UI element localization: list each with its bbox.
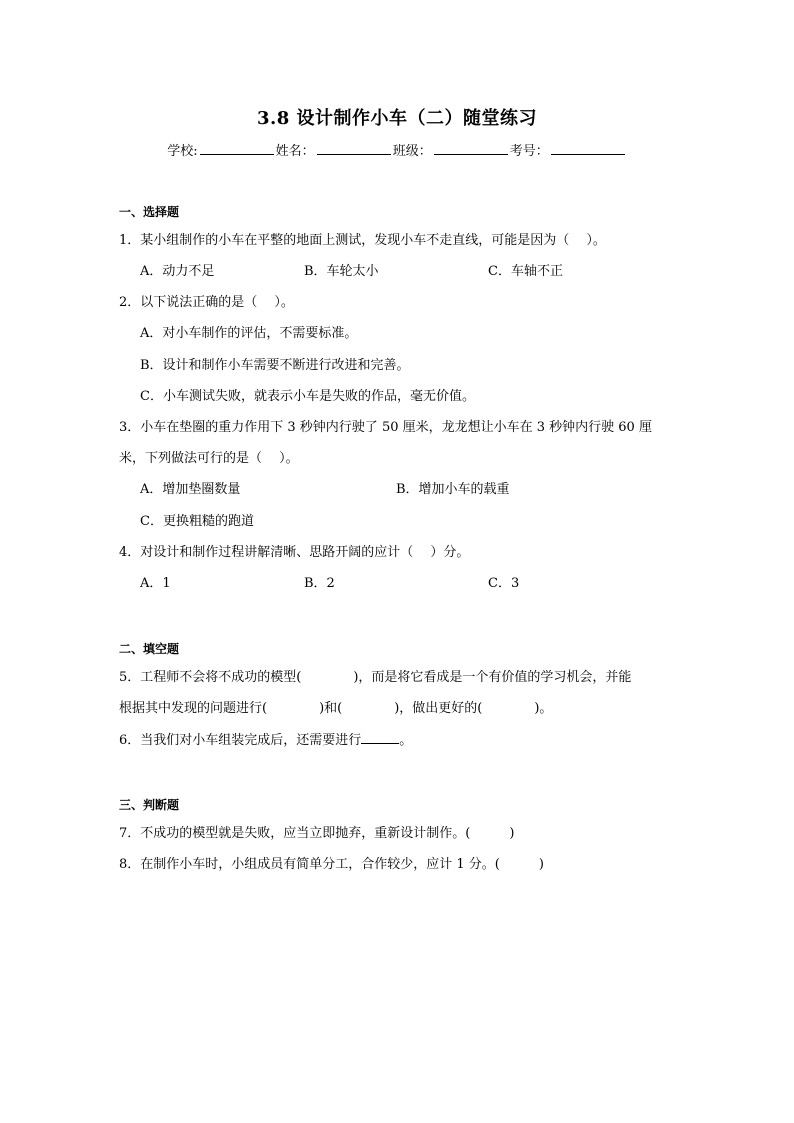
page-title: 3.8 设计制作小车（二）随堂练习 — [256, 108, 538, 129]
question-6 — [119, 729, 412, 748]
question-2-option-a[interactable]: A．对小车制作的评估，不需要标准。 — [140, 326, 358, 341]
question-1-option-b[interactable]: B．车轮太小 — [304, 264, 379, 279]
question-3-option-a[interactable]: A．增加垫圈数量 — [140, 482, 241, 497]
question-6-stem: 6．当我们对小车组装完成后，还需要进行 — [119, 733, 362, 748]
question-1-option-a[interactable]: A．动力不足 — [140, 264, 215, 279]
school-label: 学校: — [167, 144, 198, 159]
question-2-option-b[interactable]: B．设计和制作小车需要不断进行改进和完善。 — [140, 358, 410, 373]
name-blank[interactable] — [317, 141, 391, 155]
section-heading-judge: 三、判断题 — [119, 798, 180, 812]
question-4-option-c[interactable]: C．3 — [488, 576, 520, 591]
section-heading-choice: 一、选择题 — [119, 205, 180, 219]
question-5-line-1: 5．工程师不会将不成功的模型( )，而是将它看成是一个有价值的学习机会，并能 — [119, 670, 632, 685]
number-blank[interactable] — [551, 141, 625, 155]
section-heading-fill: 二、填空题 — [119, 642, 180, 656]
number-label: 考号： — [509, 144, 549, 159]
question-7-stem: 7．不成功的模型就是失败，应当立即抛弃，重新设计制作。( ) — [119, 826, 515, 841]
question-4-option-a[interactable]: A．1 — [140, 576, 171, 591]
question-6-end: 。 — [399, 733, 413, 748]
question-4-option-b[interactable]: B．2 — [304, 576, 335, 591]
question-5-line-2: 根据其中发现的问题进行( )和( )，做出更好的( )。 — [119, 701, 553, 716]
question-8-stem: 8．在制作小车时，小组成员有简单分工，合作较少，应计 1 分。( ) — [119, 857, 544, 872]
class-blank[interactable] — [434, 141, 508, 155]
question-1-option-c[interactable]: C．车轴不正 — [488, 264, 563, 279]
question-2-option-c[interactable]: C．小车测试失败，就表示小车是失败的作品，毫无价值。 — [140, 389, 475, 404]
question-3-stem-line-2: 米，下列做法可行的是（ ）。 — [119, 451, 299, 466]
question-2-stem: 2．以下说法正确的是（ ）。 — [119, 295, 294, 310]
name-label: 姓名： — [275, 144, 315, 159]
question-3-option-b[interactable]: B．增加小车的载重 — [396, 482, 510, 497]
question-3-stem-line-1: 3．小车在垫圈的重力作用下 3 秒钟内行驶了 50 厘米，龙龙想让小车在 3 秒钟内行驶 60 厘 — [119, 420, 652, 435]
student-info-line — [0, 140, 794, 159]
question-3-option-c[interactable]: C．更换粗糙的跑道 — [140, 514, 254, 529]
question-1-stem: 1．某小组制作的小车在平整的地面上测试，发现小车不走直线，可能是因为（ ）。 — [119, 233, 606, 248]
school-blank[interactable] — [200, 141, 274, 155]
question-6-blank[interactable] — [361, 731, 399, 744]
class-label: 班级： — [392, 144, 432, 159]
question-4-stem: 4．对设计和制作过程讲解清晰、思路开阔的应计（ ）分。 — [119, 545, 470, 560]
